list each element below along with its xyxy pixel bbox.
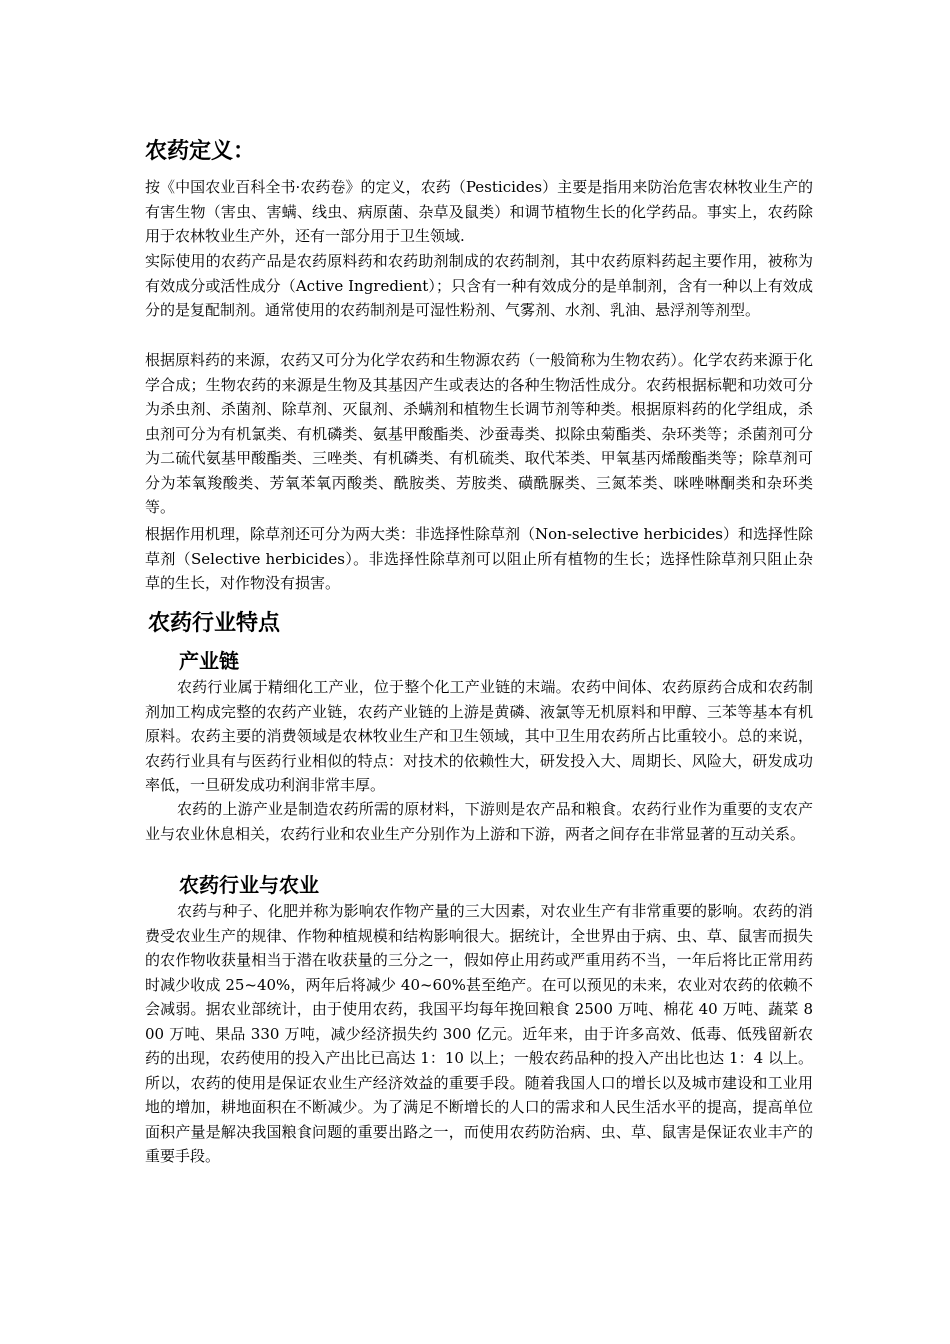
subsection-title-industry-chain: 产业链: [179, 649, 239, 673]
paragraph-definition-1: 按《中国农业百科全书·农药卷》的定义，农药（Pesticides）主要是指用来防治危害农林牧业生产的有害生物（害虫、害螨、线虫、病原菌、杂草及鼠类）和调节植物生长的化学药品。事实上，农药除用于农林牧业生产外，还有一部分用于卫生领域.: [145, 178, 813, 245]
section-title-industry: 农药行业特点: [148, 611, 281, 636]
paragraph-chain-2: 农药的上游产业是制造农药所需的原材料，下游则是农产品和粮食。农药行业作为重要的支农产业与农业休息相关，农药行业和农业生产分别作为上游和下游，两者之间存在非常显著的互动关系。: [145, 800, 813, 843]
paragraph-chain-1: 农药行业属于精细化工产业，位于整个化工产业链的末端。农药中间体、农药原药合成和农药制剂加工构成完整的农药产业链，农药产业链的上游是黄磷、液氯等无机原料和甲醇、三苯等基本有机原料。农药主要的消费领域是农林牧业生产和卫生领域，其中卫生用农药所占比重较小。总的来说，农药行业具有与医药行业相似的特点：对技术的依赖性大，研发投入大、周期长、风险大，研发成功率低，一旦研发成功利润非常丰厚。: [145, 678, 813, 794]
paragraph-definition-3: 根据原料药的来源，农药又可分为化学农药和生物源农药（一般简称为生物农药）。化学农药来源于化学合成；生物农药的来源是生物及其基因产生或表达的各种生物活性成分。农药根据标靶和功效可分为杀虫剂、杀菌剂、除草剂、灭鼠剂、杀螨剂和植物生长调节剂等种类。根据原料药的化学组成，杀虫剂可分为有机氯类、有机磷类、氨基甲酸酯类、沙蚕毒类、拟除虫菊酯类、杂环类等；杀菌剂可分为二硫代氨基甲酸酯类、三唑类、有机磷类、有机硫类、取代苯类、甲氧基丙烯酸酯类等；除草剂可分为苯氧羧酸类、芳氧苯氧丙酸类、酰胺类、芳胺类、磺酰脲类、三氮苯类、咪唑啉酮类和杂环类等。: [145, 351, 813, 516]
paragraph-definition-2: 实际使用的农药产品是农药原料药和农药助剂制成的农药制剂，其中农药原料药起主要作用，被称为有效成分或活性成分（Active Ingredient）；只含有一种有效成分的是单制剂，含有一种以上有效成分的是复配制剂。通常使用的农药制剂是可湿性粉剂、气雾剂、水剂、乳油、悬浮剂等剂型。: [145, 252, 813, 319]
subsection-title-agriculture: 农药行业与农业: [179, 873, 319, 897]
section-title-definition: 农药定义：: [145, 139, 256, 164]
paragraph-definition-4: 根据作用机理，除草剂还可分为两大类：非选择性除草剂（Non-selective herbicides）和选择性除草剂（Selective herbicides）。非选择性除草剂可以阻止所有植物的生长；选择性除草剂只阻止杂草的生长，对作物没有损害。: [145, 525, 813, 592]
paragraph-agriculture-1: 农药与种子、化肥并称为影响农作物产量的三大因素，对农业生产有非常重要的影响。农药的消费受农业生产的规律、作物种植规模和结构影响很大。据统计，全世界由于病、虫、草、鼠害而损失的农作物收获量相当于潜在收获量的三分之一，假如停止用药或严重用药不当，一年后将比正常用药时减少收成 25~40%，两年后将减少 40~60%甚至绝产。在可以预见的未来，农业对农药的依赖不会减弱。据农业部统计，由于使用农药，我国平均每年挽回粮食 2500 万吨、棉花 40 万吨、蔬菜 800 万吨、果品 330 万吨，减少经济损失约 300 亿元。近年来，由于许多高效、低毒、低残留新农药的出现，农药使用的投入产出比已高达 1：10 以上；一般农药品种的投入产出比也达 1：4 以上。所以，农药的使用是保证农业生产经济效益的重要手段。随着我国人口的增长以及城市建设和工业用地的增加，耕地面积在不断减少。为了满足不断增长的人口的需求和人民生活水平的提高，提高单位面积产量是解决我国粮食问题的重要出路之一，而使用农药防治病、虫、草、鼠害是保证农业丰产的重要手段。: [145, 902, 813, 1165]
